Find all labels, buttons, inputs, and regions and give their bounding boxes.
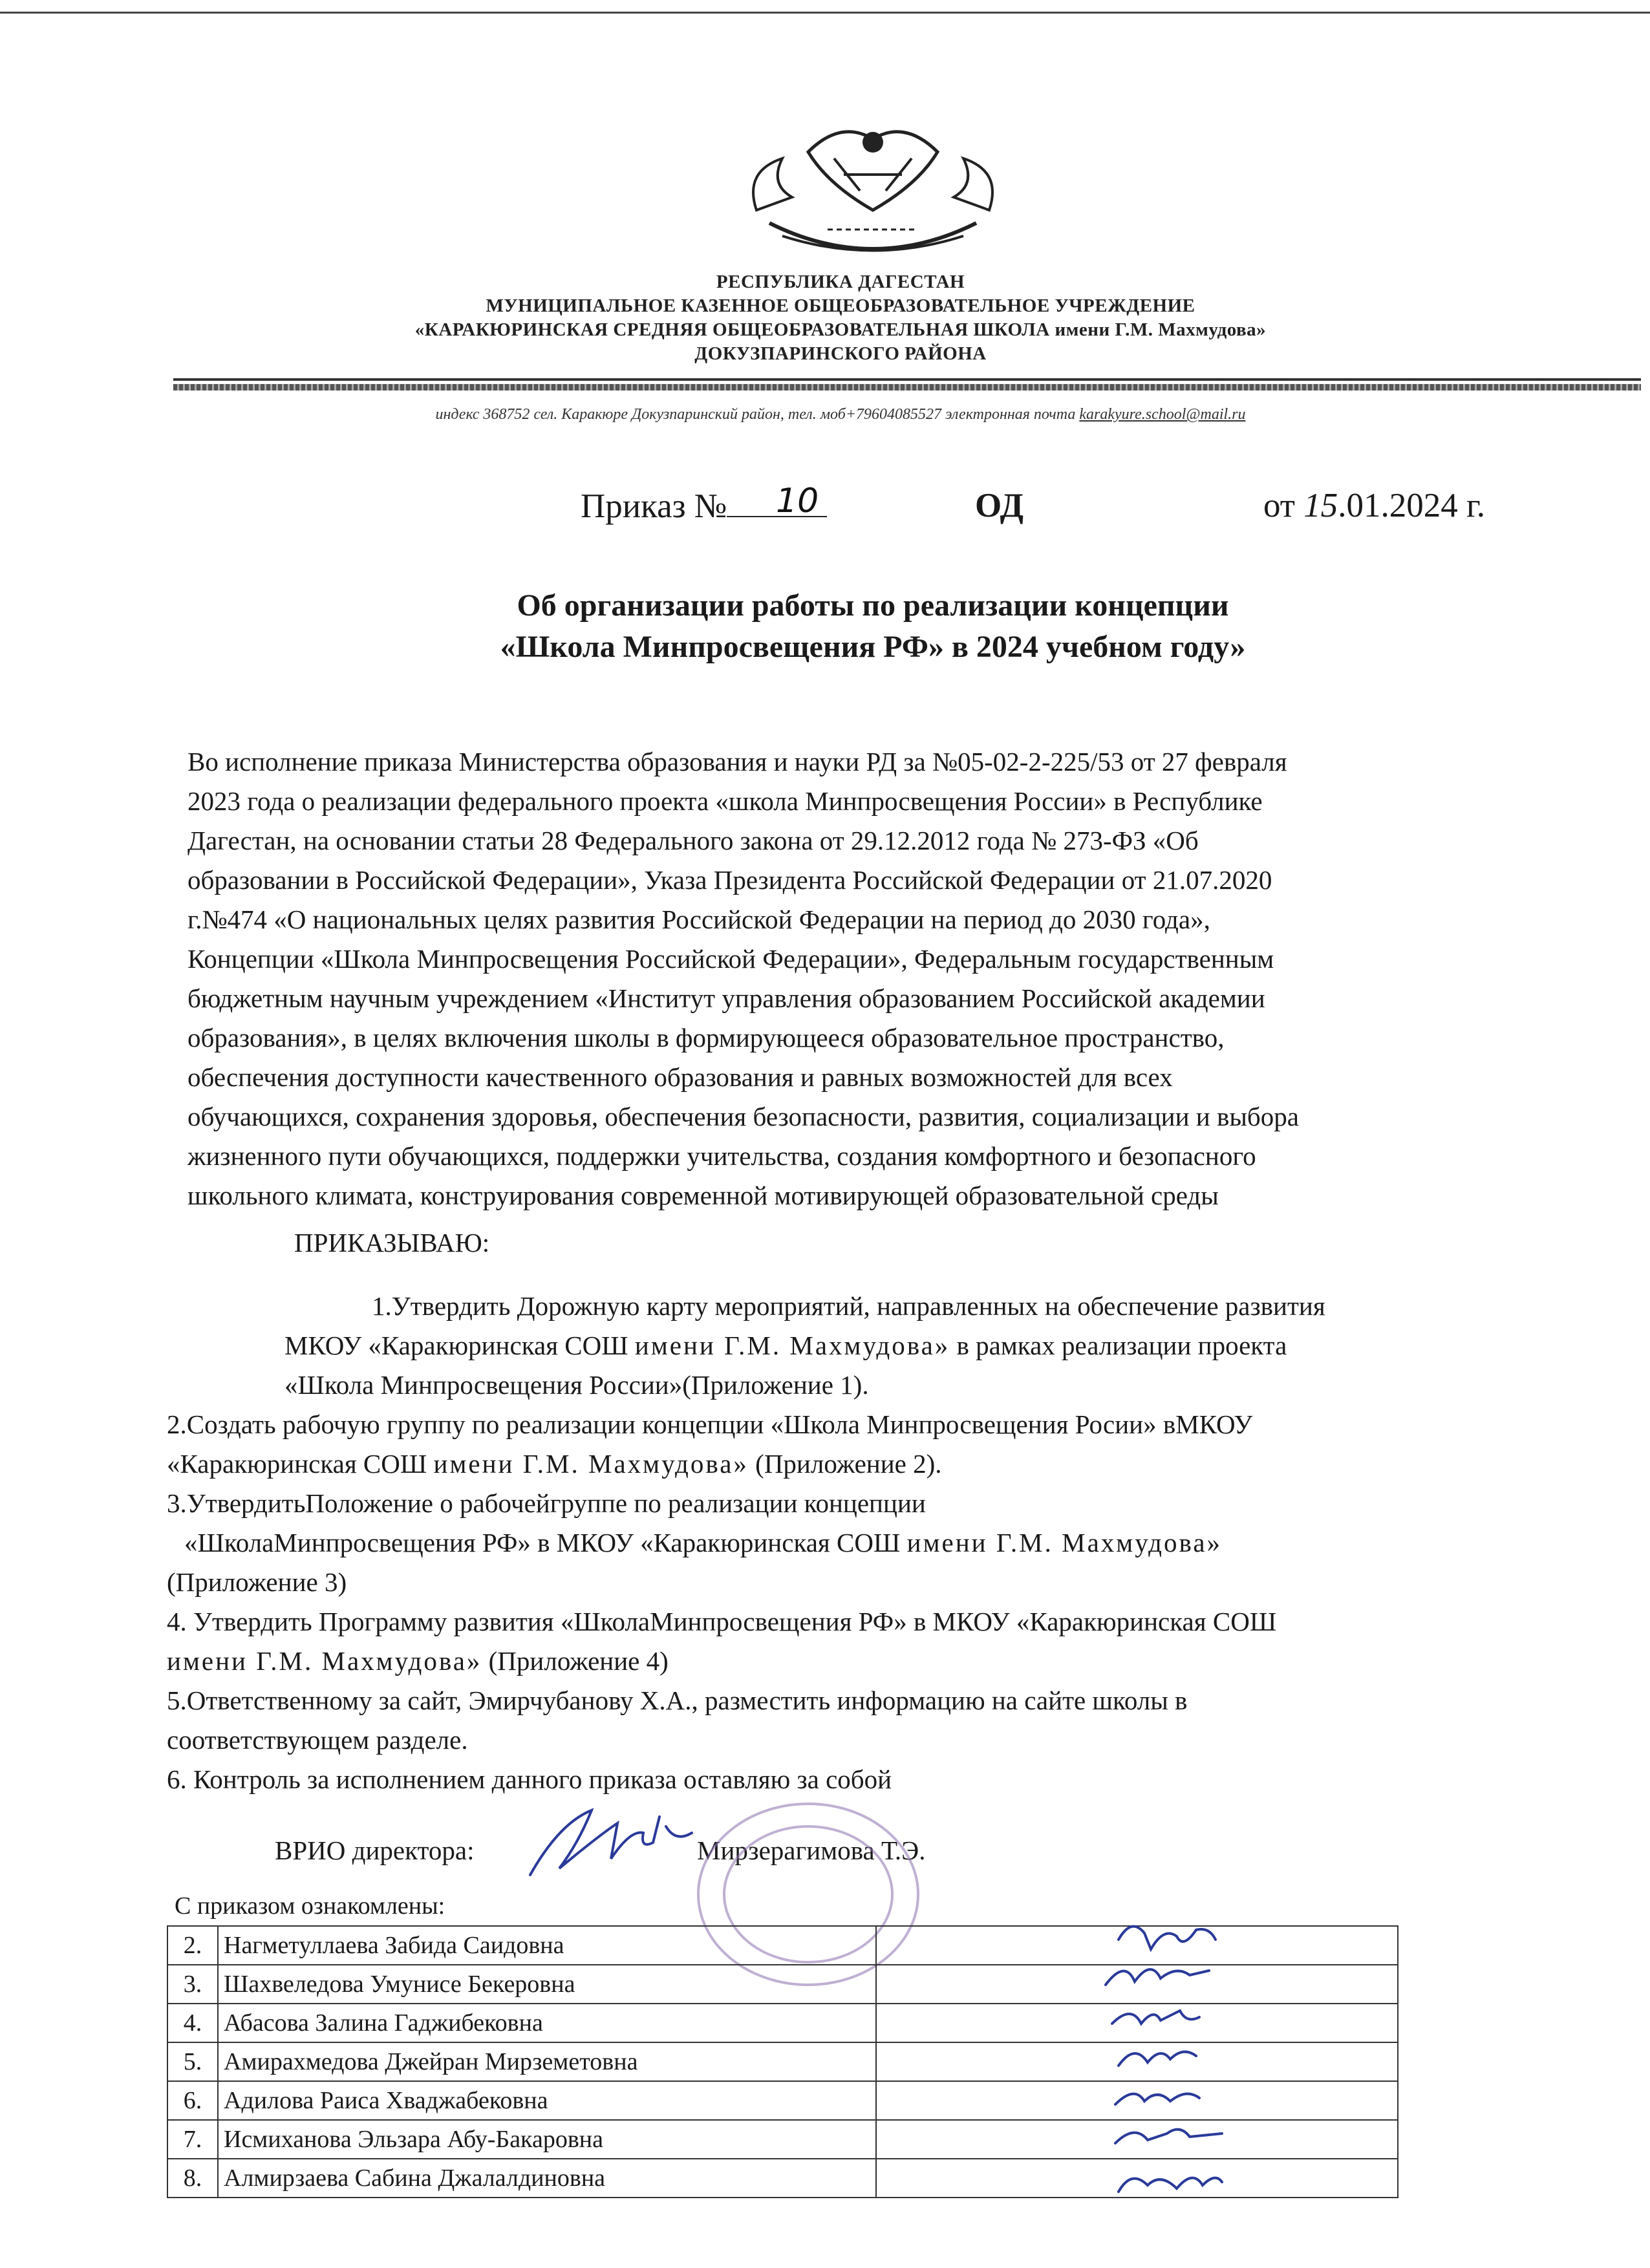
- item-4-line-1: 4. Утвердить Программу развития «ШколаМинпросвещения РФ» в МКОУ «Каракюринская СОШ: [167, 1607, 1277, 1636]
- header-school-name: «КАРАКЮРИНСКАЯ СРЕДНЯЯ ОБЩЕОБРАЗОВАТЕЛЬНАЯ ШКОЛА имени Г.М. Махмудова»: [414, 319, 1267, 340]
- item-3-line-1: 3.УтвердитьПоложение о рабочейгруппе по реализации концепции: [167, 1488, 926, 1518]
- item-2-school: «Каракюринская СОШ: [167, 1449, 434, 1479]
- order-prefix: Приказ №: [581, 487, 727, 525]
- staff-name: Шахвеледова Умунисе Бекеровна: [218, 1965, 876, 2004]
- preamble-line: обучающихся, сохранения здоровья, обеспечения безопасности, развития, социализации и выбора: [188, 1102, 1299, 1131]
- contact-email[interactable]: karakyure.school@mail.ru: [1079, 406, 1246, 423]
- order-date-day: 15: [1303, 487, 1338, 524]
- header-divider-pattern: [173, 384, 1641, 390]
- item-2-appendix: (Приложение 2).: [748, 1449, 942, 1479]
- contact-line: [259, 406, 1422, 423]
- document-title-line2: «Школа Минпросвещения РФ» в 2024 учебном году»: [500, 630, 1246, 664]
- acquainted-label: С приказом ознакомлены:: [175, 1892, 445, 1920]
- staff-name: Нагметуллаева Забида Саидовна: [218, 1926, 876, 1965]
- staff-name: Абасова Залина Гаджибековна: [218, 2004, 876, 2042]
- staff-name: Исмиханова Эльзара Абу-Бакаровна: [218, 2120, 876, 2159]
- preamble-line: обеспечения доступности качественного образования и равных возможностей для всех: [188, 1062, 1173, 1092]
- item-4-appendix: (Приложение 4): [482, 1646, 669, 1676]
- item-3-school: «ШколаМинпросвещения РФ» в МКОУ «Каракюринская СОШ: [184, 1528, 907, 1557]
- item-5-line-2: соответствующем разделе.: [167, 1725, 468, 1755]
- item-1-school: МКОУ «Каракюринская СОШ: [284, 1331, 635, 1360]
- row-number: 5.: [167, 2042, 218, 2081]
- item-1-project: в рамках реализации проекта: [950, 1331, 1287, 1360]
- item-6-line-1: 6. Контроль за исполнением данного приказа оставляю за собой: [167, 1764, 892, 1794]
- order-date: [1263, 486, 1485, 525]
- preamble-line: жизненного пути обучающихся, поддержки учительства, создания комфортного и безопасного: [188, 1141, 1256, 1171]
- preamble-line: 2023 года о реализации федерального проекта «школа Минпросвещения России» в Республике: [188, 786, 1263, 816]
- item-5-line-1: 5.Ответственному за сайт, Эмирчубанову Х.А., разместить информацию на сайте школы в: [167, 1685, 1188, 1715]
- document-title-line1: Об организации работы по реализации концепции: [517, 588, 1229, 623]
- preamble-line: Дагестан, на основании статьи 28 Федерального закона от 29.12.2012 года № 273-ФЗ «Об: [188, 826, 1199, 855]
- staff-signatures-icon: [1022, 1914, 1319, 2218]
- item-1-line-1: 1.Утвердить Дорожную карту мероприятий, направленных на обеспечение развития: [372, 1291, 1325, 1321]
- staff-name: Алмирзаева Сабина Джалалдиновна: [218, 2159, 876, 2198]
- order-directive-word: ПРИКАЗЫВАЮ:: [294, 1228, 490, 1257]
- coat-of-arms-emblem: [731, 113, 1015, 272]
- header-district: ДОКУЗПАРИНСКОГО РАЙОНА: [694, 343, 987, 364]
- preamble-line: школьного климата, конструирования современной мотивирующей образовательной среды: [188, 1181, 1219, 1210]
- signature-role: ВРИО директора:: [275, 1835, 475, 1865]
- item-2-line-1: 2.Создать рабочую группу по реализации концепции «Школа Минпросвещения Росии» вМКОУ: [167, 1409, 1253, 1439]
- item-2-line-2: [167, 1444, 942, 1484]
- staff-name: Адилова Раиса Хваджабековна: [218, 2081, 876, 2120]
- row-number: 3.: [167, 1965, 218, 2004]
- preamble-line: Во исполнение приказа Министерства образования и науки РД за №05-02-2-225/53 от 27 февраля: [188, 747, 1287, 776]
- item-1-school-name: имени Г.М. Махмудова»: [634, 1331, 950, 1360]
- row-number: 2.: [167, 1926, 218, 1965]
- contact-details: индекс 368752 сел. Каракюре Докузпаринский район, тел. моб+79604085527 электронная почта: [435, 406, 1080, 423]
- item-4-line-2: [167, 1642, 669, 1681]
- preamble-line: образования», в целях включения школы в формирующееся образовательное пространство,: [188, 1023, 1225, 1053]
- item-3-line-2: [184, 1523, 1222, 1563]
- item-4-school-name: имени Г.М. Махмудова»: [167, 1646, 482, 1676]
- signature-name: Мирзерагимова Т.Э.: [697, 1835, 926, 1865]
- row-number: 4.: [167, 2004, 218, 2042]
- header-republic: РЕСПУБЛИКА ДАГЕСТАН: [716, 272, 965, 292]
- row-number: 7.: [167, 2120, 218, 2159]
- preamble-line: г.№474 «О национальных целях развития Российской Федерации на период до 2030 года»,: [188, 904, 1210, 934]
- director-signature-icon: [520, 1797, 705, 1888]
- preamble-line: Концепции «Школа Минпросвещения Российской Федерации», Федеральным государственным: [188, 944, 1274, 974]
- preamble-line: бюджетным научным учреждением «Институт управления образованием Российской академии: [188, 983, 1265, 1013]
- order-number-handwritten: 10: [776, 482, 819, 520]
- header-institution: МУНИЦИПАЛЬНОЕ КАЗЕННОЕ ОБЩЕОБРАЗОВАТЕЛЬНОЕ УЧРЕЖДЕНИЕ: [486, 295, 1195, 316]
- item-3-school-name: имени Г.М. Махмудова»: [906, 1528, 1223, 1557]
- item-2-school-name: имени Г.М. Махмудова»: [433, 1449, 749, 1479]
- order-date-prefix: от: [1263, 487, 1304, 524]
- row-number: 8.: [167, 2159, 218, 2198]
- item-1-line-2: [284, 1326, 1287, 1365]
- top-border-line: [0, 12, 1650, 14]
- order-date-rest: .01.2024 г.: [1338, 487, 1485, 524]
- item-3-line-3: (Приложение 3): [167, 1567, 347, 1597]
- preamble-paragraph: [188, 742, 1558, 1215]
- staff-name: Амирахмедова Джейран Мирземетовна: [218, 2042, 876, 2081]
- row-number: 6.: [167, 2081, 218, 2120]
- order-type: ОД: [975, 487, 1024, 524]
- header-divider-top: [173, 378, 1641, 381]
- preamble-line: образовании в Российской Федерации», Указа Президента Российской Федерации от 21.07.2020: [188, 865, 1272, 895]
- item-1-line-3: «Школа Минпросвещения России»(Приложение 1).: [284, 1370, 869, 1400]
